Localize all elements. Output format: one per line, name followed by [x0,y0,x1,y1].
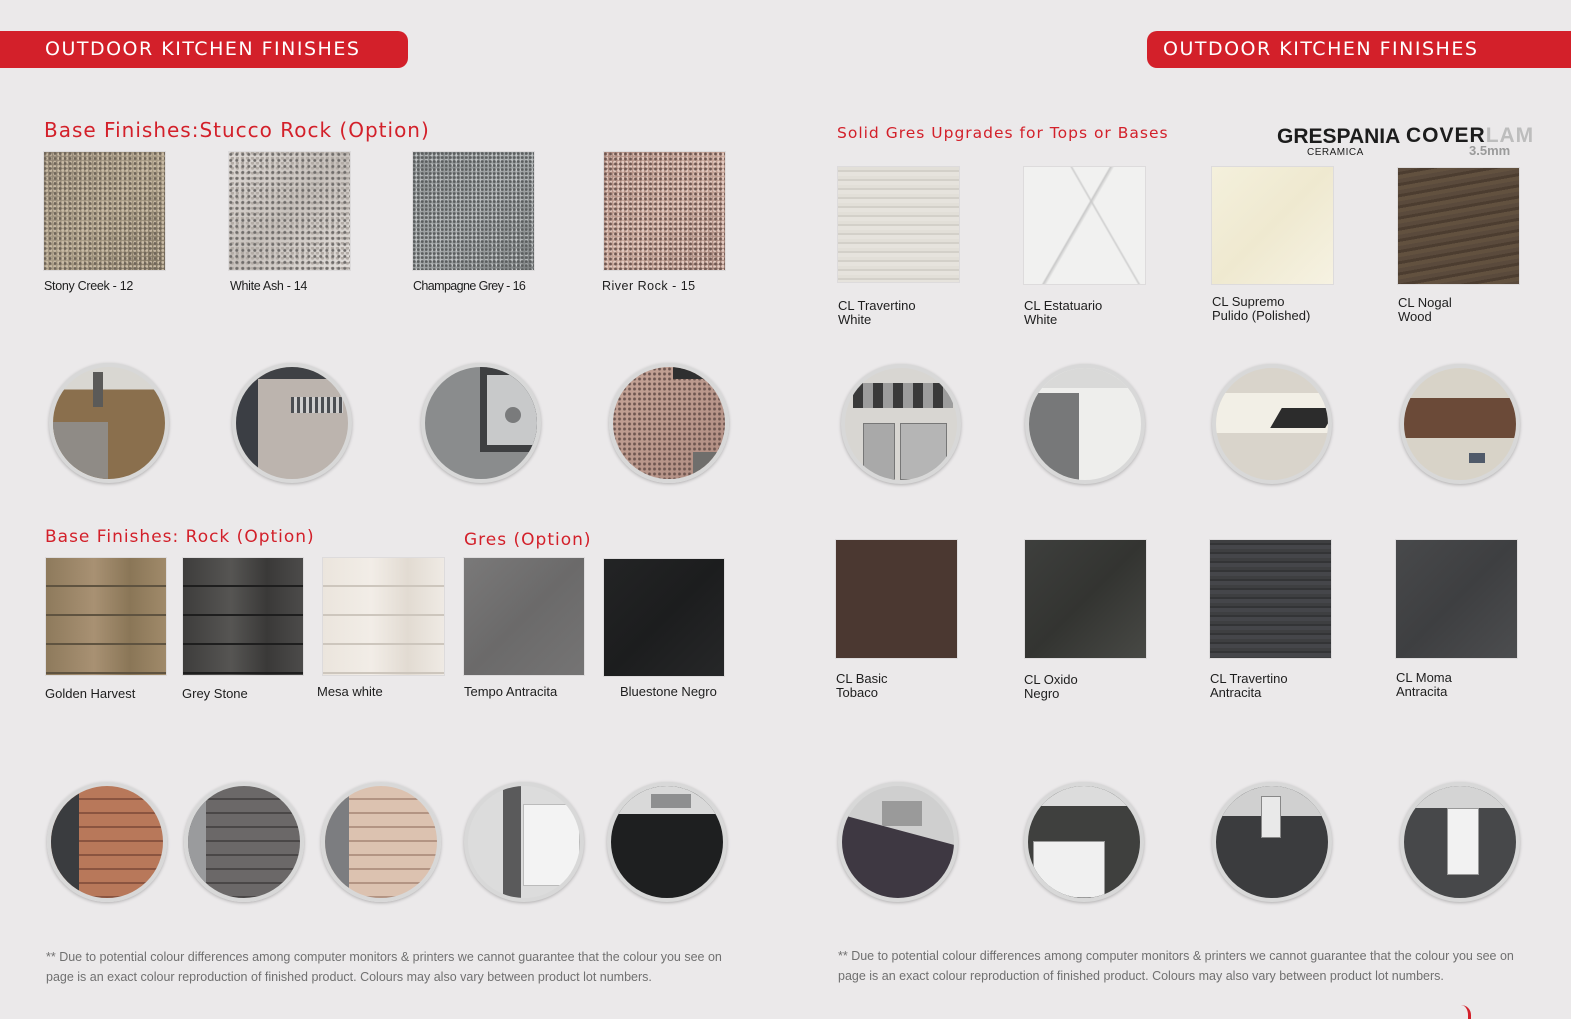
photo-cl-basic-tobaco-kitchen [838,782,958,902]
photo-champagne-grey-kitchen [421,363,541,483]
label-white-ash: White Ash - 14 [230,279,308,293]
rock-section-title: Base Finishes: Rock (Option) [45,527,315,547]
label-golden-harvest: Golden Harvest [45,686,136,701]
photo-cl-estatuario-white-kitchen [1025,364,1145,484]
header-banner-right: OUTDOOR KITCHEN FINISHES [1147,31,1571,68]
label-cl-supremo-pulido: CL Supremo Pulido (Polished) [1212,294,1311,323]
label-cl-nogal-wood: CL Nogal Wood [1398,295,1452,324]
photo-bluestone-negro-kitchen [607,782,727,902]
photo-stony-creek-kitchen [49,363,169,483]
label-bluestone-negro: Bluestone Negro [620,684,717,699]
photo-cl-travertino-white-kitchen [841,364,961,484]
swatch-golden-harvest [46,558,166,675]
label-river-rock: River Rock - 15 [602,279,696,293]
label-champagne-grey: Champagne Grey - 16 [413,279,526,293]
photo-tempo-antracita-kitchen [464,782,584,902]
photo-cl-supremo-pulido-kitchen [1212,364,1332,484]
label-cl-estatuario-white: CL Estatuario White [1024,298,1103,327]
swatch-bluestone-negro [604,559,724,676]
gres-section-title: Gres (Option) [464,530,592,550]
swatch-cl-nogal-wood [1398,168,1519,284]
photo-cl-oxido-negro-kitchen [1024,782,1144,902]
photo-mesa-white-kitchen [321,782,441,902]
label-cl-oxido-negro: CL Oxido Negro [1024,672,1078,701]
photo-cl-moma-antracita-kitchen [1400,782,1520,902]
photo-white-ash-kitchen [232,363,352,483]
label-stony-creek: Stony Creek - 12 [44,279,133,293]
coverlam-logo: COVERLAM [1406,124,1535,147]
swatch-tempo-antracita [464,558,584,675]
label-cl-travertino-antracita: CL Travertino Antracita [1210,671,1288,700]
photo-cl-travertino-antracita-kitchen [1212,782,1332,902]
label-tempo-antracita: Tempo Antracita [464,684,558,699]
coverlam-thickness: 3.5mm [1469,143,1511,158]
swatch-mesa-white [323,558,444,675]
swatch-cl-travertino-antracita [1210,540,1331,658]
swatch-cl-travertino-white [838,167,959,282]
swatch-cl-basic-tobaco [836,540,957,658]
label-cl-moma-antracita: CL Moma Antracita [1396,670,1452,699]
label-cl-travertino-white: CL Travertino White [838,298,916,327]
red-swoosh-decoration [1458,1005,1471,1019]
swatch-cl-oxido-negro [1025,540,1146,658]
swatch-white-ash [229,152,350,270]
label-cl-basic-tobaco: CL Basic Tobaco [836,671,888,700]
swatch-cl-moma-antracita [1396,540,1517,658]
header-banner-left: OUTDOOR KITCHEN FINISHES [0,31,408,68]
grespania-logo: GRESPANIA [1277,125,1401,148]
solid-gres-section-title: Solid Gres Upgrades for Tops or Bases [837,124,1169,142]
photo-river-rock-kitchen [609,363,729,483]
disclaimer-right: ** Due to potential colour differences among computer monitors & printers we cannot guarantee that the colour you see on page is an exact colour reproduction of finished product. Colours may also vary between product lot numbers. [838,949,1514,983]
photo-cl-nogal-wood-kitchen [1400,364,1520,484]
photo-grey-stone-kitchen [184,782,304,902]
label-grey-stone: Grey Stone [182,686,248,701]
photo-golden-harvest-kitchen [47,782,167,902]
swatch-stony-creek [44,152,165,270]
swatch-cl-supremo-pulido [1212,167,1333,284]
swatch-grey-stone [183,558,303,675]
swatch-champagne-grey [413,152,534,270]
swatch-river-rock [604,152,725,270]
swatch-cl-estatuario-white [1024,167,1145,284]
disclaimer-left: ** Due to potential colour differences among computer monitors & printers we cannot guarantee that the colour you see on page is an exact colour reproduction of finished product. Colours may also vary between product lot numbers. [46,950,722,984]
label-mesa-white: Mesa white [317,684,383,699]
grespania-logo-sub: CERAMICA [1307,147,1364,158]
stucco-section-title: Base Finishes:Stucco Rock (Option) [44,118,430,142]
